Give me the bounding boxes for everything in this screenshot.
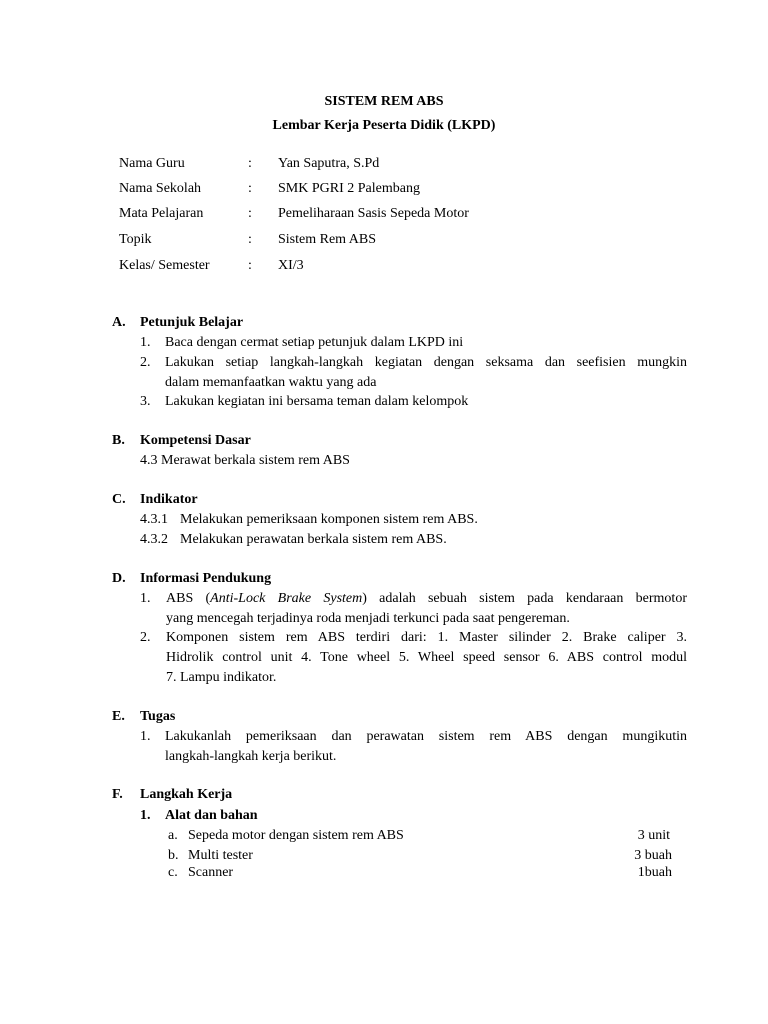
info-colon: : <box>248 206 252 221</box>
equipment-letter: a. <box>168 828 178 843</box>
info-label: Kelas/ Semester <box>119 258 210 273</box>
info-colon: : <box>248 181 252 196</box>
document-subtitle: Lembar Kerja Peserta Didik (LKPD) <box>272 118 496 133</box>
list-item-continued: 7. Lampu indikator. <box>166 670 277 685</box>
list-number: 1. <box>140 729 151 744</box>
list-item-continued: dalam memanfaatkan waktu yang ada <box>165 375 377 390</box>
list-number: 4.3.1 <box>140 512 168 527</box>
info-value: Sistem Rem ABS <box>278 232 377 247</box>
list-number: 1. <box>140 335 151 350</box>
info-value: Pemeliharaan Sasis Sepeda Motor <box>278 206 469 221</box>
list-item-continued: yang mencegah terjadinya roda menjadi terkunci pada saat pengereman. <box>166 611 570 626</box>
info-colon: : <box>248 258 252 273</box>
list-item: Lakukan kegiatan ini bersama teman dalam kelompok <box>165 394 469 409</box>
section-letter: D. <box>112 571 126 586</box>
list-item: Melakukan perawatan berkala sistem rem ABS. <box>180 532 447 547</box>
list-number: 3. <box>140 394 151 409</box>
info-value: SMK PGRI 2 Palembang <box>278 181 420 196</box>
equipment-name: Multi tester <box>188 848 253 863</box>
list-item-text: ) adalah sebuah sistem pada kendaraan bermotor <box>362 591 687 606</box>
section-letter: C. <box>112 492 126 507</box>
list-item: Melakukan pemeriksaan komponen sistem rem ABS. <box>180 512 478 527</box>
subsection-number: 1. <box>140 808 151 823</box>
section-heading: Tugas <box>140 709 176 724</box>
info-value: Yan Saputra, S.Pd <box>278 156 380 171</box>
info-label: Nama Sekolah <box>119 181 202 196</box>
info-value: XI/3 <box>278 258 304 273</box>
document-title: SISTEM REM ABS <box>324 94 444 109</box>
list-item: Lakukanlah pemeriksaan dan perawatan sistem rem ABS dengan mungikutin <box>165 729 687 744</box>
equipment-qty: 1buah <box>637 865 672 880</box>
section-heading: Kompetensi Dasar <box>140 433 251 448</box>
equipment-name: Scanner <box>188 865 234 880</box>
list-number: 2. <box>140 355 151 370</box>
info-label: Topik <box>119 232 152 247</box>
list-item-italic: Anti-Lock Brake System <box>210 591 363 606</box>
list-item-text: ABS ( <box>166 591 211 606</box>
info-label: Mata Pelajaran <box>119 206 204 221</box>
equipment-qty: 3 unit <box>637 828 670 843</box>
section-text: 4.3 Merawat berkala sistem rem ABS <box>140 453 350 468</box>
list-item-continued: Hidrolik control unit 4. Tone wheel 5. Wheel speed sensor 6. ABS control modul <box>166 650 687 665</box>
list-number: 4.3.2 <box>140 532 168 547</box>
section-letter: F. <box>112 787 123 802</box>
info-label: Nama Guru <box>119 156 185 171</box>
list-item <box>166 589 687 609</box>
list-item: Baca dengan cermat setiap petunjuk dalam LKPD ini <box>165 335 464 350</box>
equipment-qty: 3 buah <box>634 848 672 863</box>
list-item: Komponen sistem rem ABS terdiri dari: 1. Master silinder 2. Brake caliper 3. <box>166 630 687 645</box>
section-heading: Langkah Kerja <box>140 787 233 802</box>
equipment-letter: c. <box>168 865 178 880</box>
section-heading: Indikator <box>140 492 198 507</box>
subsection-heading: Alat dan bahan <box>165 808 258 823</box>
info-colon: : <box>248 156 252 171</box>
list-number: 2. <box>140 630 151 645</box>
section-heading: Informasi Pendukung <box>140 571 272 586</box>
equipment-letter: b. <box>168 848 179 863</box>
equipment-name: Sepeda motor dengan sistem rem ABS <box>188 828 404 843</box>
section-letter: A. <box>112 315 126 330</box>
section-heading: Petunjuk Belajar <box>140 315 244 330</box>
list-number: 1. <box>140 591 151 606</box>
list-item-continued: langkah-langkah kerja berikut. <box>165 749 337 764</box>
list-item: Lakukan setiap langkah-langkah kegiatan dengan seksama dan seefisien mungkin <box>165 355 687 370</box>
info-colon: : <box>248 232 252 247</box>
section-letter: B. <box>112 433 125 448</box>
section-letter: E. <box>112 709 125 724</box>
